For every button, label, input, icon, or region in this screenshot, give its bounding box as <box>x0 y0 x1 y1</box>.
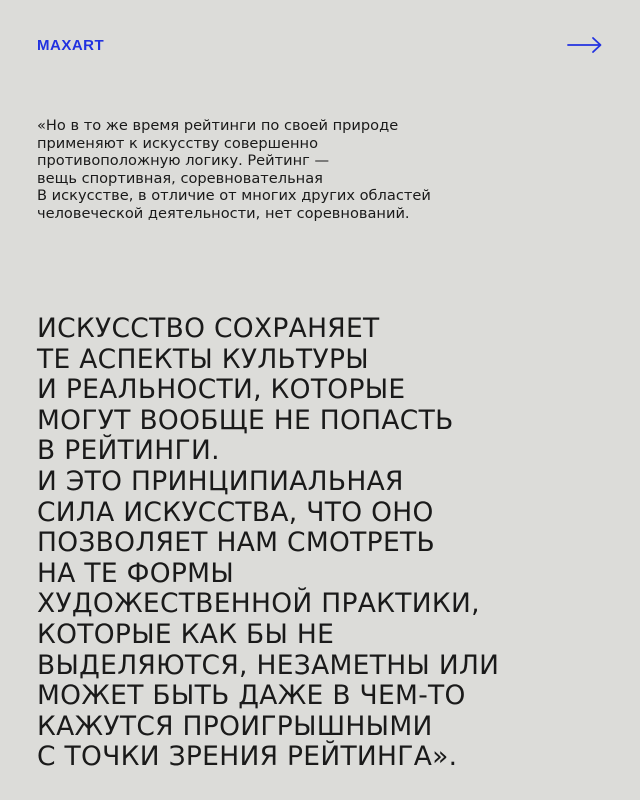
arrow-right-icon[interactable] <box>567 36 603 54</box>
brand-logo: MAXART <box>37 36 105 54</box>
header <box>37 34 603 56</box>
quote-text: «Но в то же время рейтинги по своей природе применяют к искусству совершенно противоположную логику. Рейтинг — вещь спортивная, соревновательная В искусстве, в отличие от многих других областей человеческой деятельности, нет соревнований. <box>37 117 431 222</box>
headline-text: ИСКУССТВО СОХРАНЯЕТ ТЕ АСПЕКТЫ КУЛЬТУРЫ И РЕАЛЬНОСТИ, КОТОРЫЕ МОГУТ ВООБЩЕ НЕ ПОПАСТЬ В РЕЙТИНГИ. И ЭТО ПРИНЦИПИАЛЬНАЯ СИЛА ИСКУССТВА, ЧТО ОНО ПОЗВОЛЯЕТ НАМ СМОТРЕТЬ НА ТЕ ФОРМЫ ХУДОЖЕСТВЕННОЙ ПРАКТИКИ, КОТОРЫЕ КАК БЫ НЕ ВЫДЕЛЯЮТСЯ, НЕЗАМЕТНЫ ИЛИ МОЖЕТ БЫТЬ ДАЖЕ В ЧЕМ-ТО КАЖУТСЯ ПРОИГРЫШНЫМИ С ТОЧКИ ЗРЕНИЯ РЕЙТИНГА». <box>37 313 500 773</box>
